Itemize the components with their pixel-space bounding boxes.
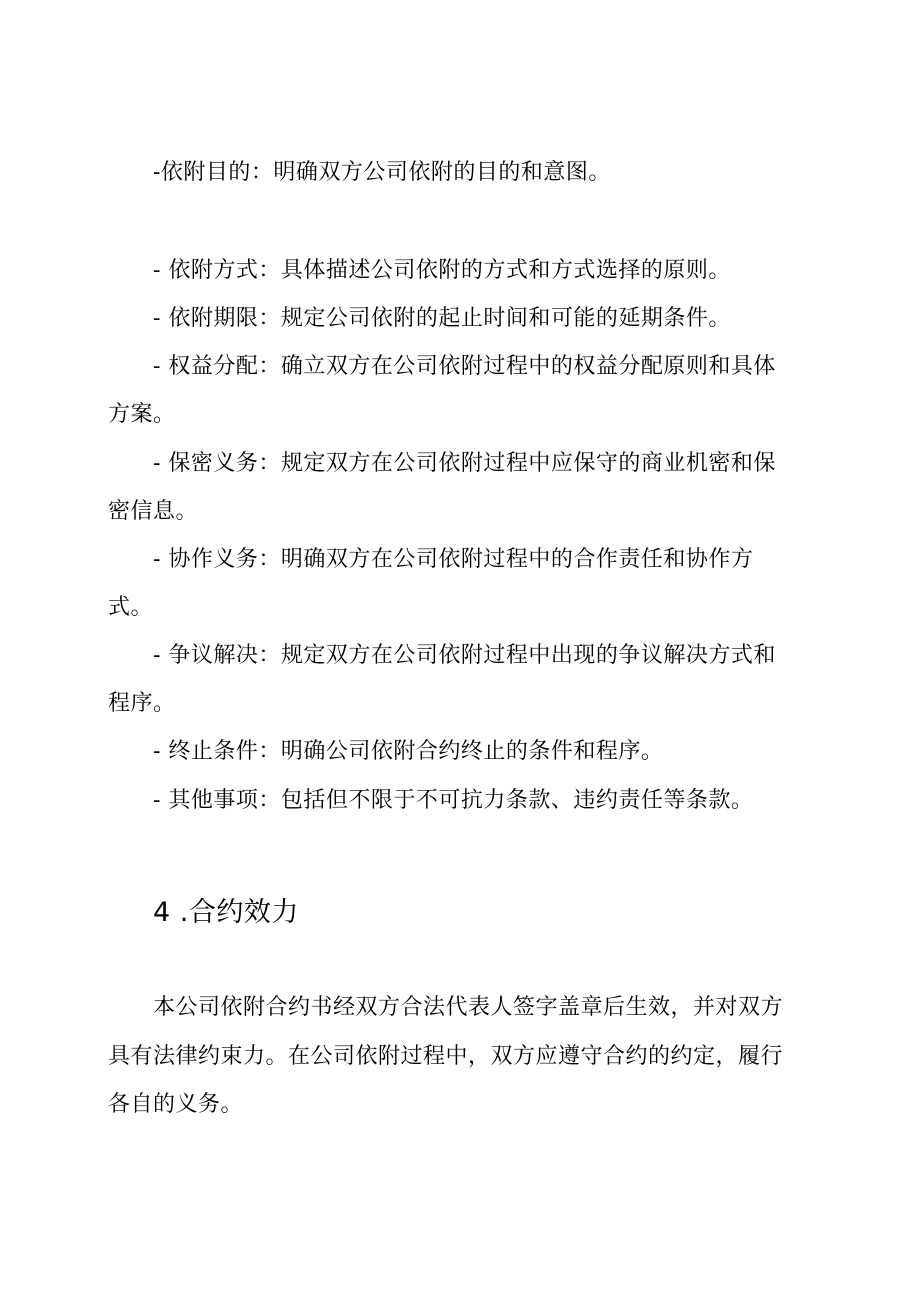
effect-paragraph-line-3: 各自的义务。	[108, 1092, 244, 1117]
clause-term: - 依附期限：规定公司依附的起止时间和可能的延期条件。	[153, 306, 731, 331]
clause-rights-allocation: - 权益分配：确立双方在公司依附过程中的权益分配原则和具体	[153, 354, 776, 379]
clause-dispute: - 争议解决：规定双方在公司依附过程中出现的争议解决方式和	[153, 643, 776, 668]
clause-cooperation: - 协作义务：明确双方在公司依附过程中的合作责任和协作方	[153, 547, 754, 572]
clause-termination: - 终止条件：明确公司依附合约终止的条件和程序。	[153, 739, 664, 764]
effect-paragraph-line-1: 本公司依附合约书经双方合法代表人签字盖章后生效，并对双方	[153, 995, 784, 1020]
clause-purpose: -依附目的：明确双方公司依附的目的和意图。	[153, 160, 611, 185]
effect-paragraph-line-2: 具有法律约束力。在公司依附过程中，双方应遵守合约的约定，履行	[108, 1044, 784, 1069]
clause-other-matters: - 其他事项：包括但不限于不可抗力条款、违约责任等条款。	[153, 788, 754, 813]
clause-method: - 依附方式：具体描述公司依附的方式和方式选择的原则。	[153, 258, 731, 283]
clause-cooperation-cont: 式。	[108, 595, 154, 620]
section-heading: 4 .合约效力	[153, 897, 299, 928]
clause-confidentiality-cont: 密信息。	[108, 499, 199, 524]
clause-dispute-cont: 程序。	[108, 691, 176, 716]
clause-rights-allocation-cont: 方案。	[108, 402, 176, 427]
clause-confidentiality: - 保密义务：规定双方在公司依附过程中应保守的商业机密和保	[153, 451, 776, 476]
